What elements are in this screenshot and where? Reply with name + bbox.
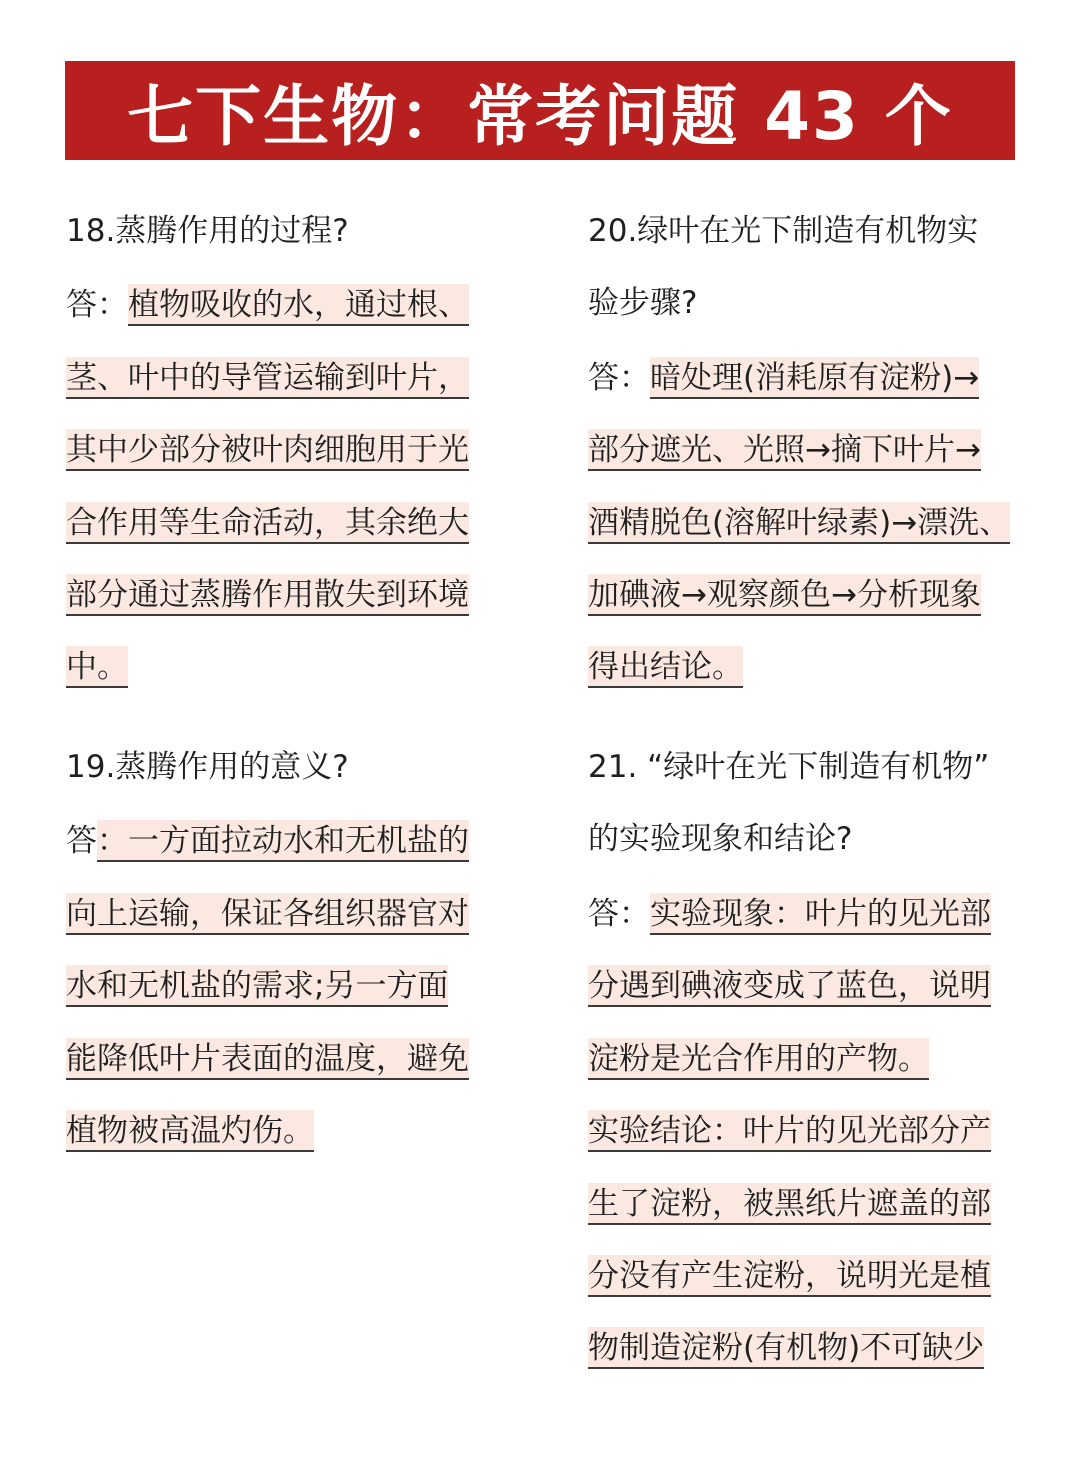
answer-line: [66, 876, 469, 948]
answer-text: 分没有产生淀粉，说明光是植: [588, 1255, 991, 1297]
answer-line: [588, 1166, 991, 1238]
answer-line: [588, 1093, 991, 1165]
answer-line: [66, 948, 448, 1020]
answer-line: [588, 340, 979, 412]
answer-line: [66, 267, 469, 339]
answer-text: 植物吸收的水，通过根、: [128, 284, 469, 326]
question-20-cont: 验步骤?: [588, 285, 698, 321]
answer-text: 分遇到碘液变成了蓝色，说明: [588, 965, 991, 1007]
question-20: 20.绿叶在光下制造有机物实: [588, 213, 979, 249]
answer-text: 得出结论。: [588, 646, 743, 688]
answer-line: [588, 1310, 984, 1382]
answer-text: 物制造淀粉(有机物)不可缺少: [588, 1327, 984, 1369]
answer-line: [588, 485, 1010, 557]
answer-line: [66, 485, 469, 557]
answer-text: 生了淀粉，被黑纸片遮盖的部: [588, 1183, 991, 1225]
answer-line: [66, 1093, 314, 1165]
answer-text: 茎、叶中的导管运输到叶片，: [66, 357, 469, 399]
answer-prefix: 答：: [588, 359, 650, 396]
answer-line: [588, 557, 981, 629]
answer-line: [66, 1021, 469, 1093]
answer-text: 植物被高温灼伤。: [66, 1110, 314, 1152]
answer-line: [66, 803, 469, 875]
answer-text: 淀粉是光合作用的产物。: [588, 1038, 929, 1080]
answer-line: [588, 1021, 929, 1093]
answer-line: [66, 557, 469, 629]
answer-line: [588, 876, 991, 948]
answer-line: [66, 629, 128, 701]
answer-line: [66, 340, 469, 412]
answer-line: [588, 629, 743, 701]
answer-text: 合作用等生命活动，其余绝大: [66, 502, 469, 544]
title-banner: [65, 61, 1015, 160]
question-19: 19.蒸腾作用的意义?: [66, 749, 349, 785]
question-21-cont: 的实验现象和结论?: [588, 821, 853, 857]
answer-text: 部分通过蒸腾作用散失到环境: [66, 574, 469, 616]
answer-text: 加碘液→观察颜色→分析现象: [588, 574, 981, 616]
answer-prefix: 答：: [66, 286, 128, 323]
answer-text: 向上运输，保证各组织器官对: [66, 893, 469, 935]
page-title: 七下生物：常考问题 43 个: [127, 78, 953, 155]
answer-text: 实验现象：叶片的见光部: [650, 893, 991, 935]
answer-text: 暗处理(消耗原有淀粉)→: [650, 357, 979, 399]
question-18: 18.蒸腾作用的过程?: [66, 213, 349, 249]
answer-text: 部分遮光、光照→摘下叶片→: [588, 429, 981, 471]
answer-text: 其中少部分被叶肉细胞用于光: [66, 429, 469, 471]
answer-text: 酒精脱色(溶解叶绿素)→漂洗、: [588, 502, 1010, 544]
answer-prefix: 答: [66, 822, 97, 859]
answer-text: 实验结论：叶片的见光部分产: [588, 1110, 991, 1152]
answer-line: [588, 948, 991, 1020]
answer-line: [66, 412, 469, 484]
answer-text: 能降低叶片表面的温度，避免: [66, 1038, 469, 1080]
answer-line: [588, 412, 981, 484]
answer-text: ：一方面拉动水和无机盐的: [97, 820, 469, 862]
answer-prefix: 答：: [588, 895, 650, 932]
answer-text: 中。: [66, 646, 128, 688]
answer-line: [588, 1238, 991, 1310]
question-21: 21. “绿叶在光下制造有机物”: [588, 749, 990, 785]
answer-text: 水和无机盐的需求;另一方面: [66, 965, 448, 1007]
